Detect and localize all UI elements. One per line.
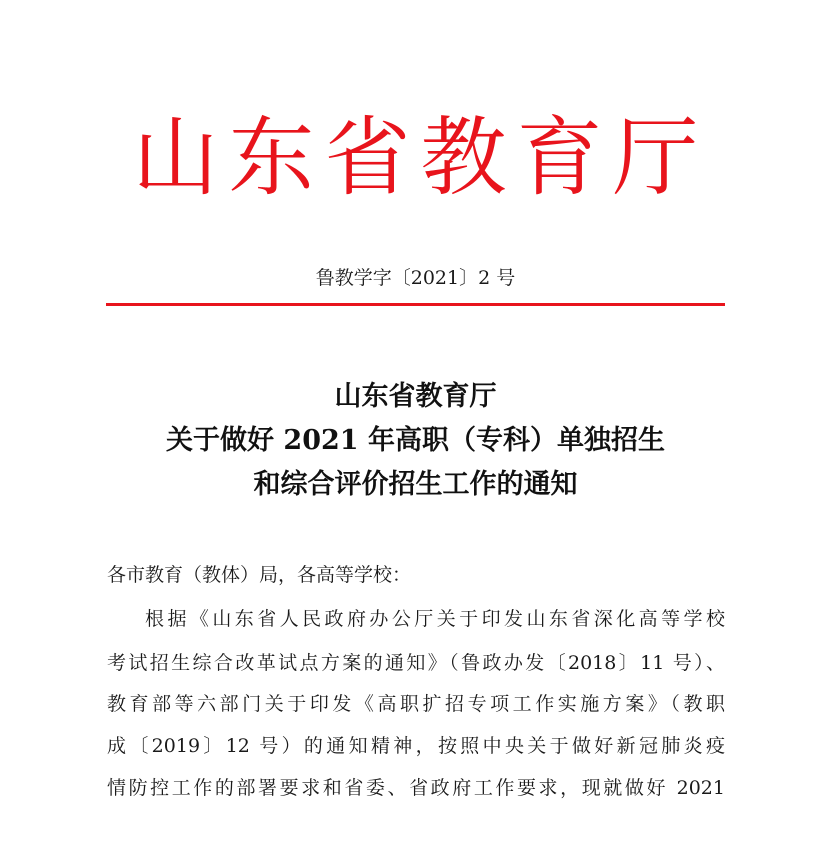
red-divider-line xyxy=(106,303,725,306)
salutation: 各市教育（教体）局，各高等学校： xyxy=(107,564,412,586)
body-line: 情防控工作的部署要求和省委、省政府工作要求，现就做好 2021 xyxy=(107,777,725,799)
body-line: 根据《山东省人民政府办公厅关于印发山东省深化高等学校 xyxy=(145,608,725,630)
title-line-3: 和综合评价招生工作的通知 xyxy=(253,469,578,500)
body-line: 成〔2019〕12 号）的通知精神，按照中央关于做好新冠肺炎疫 xyxy=(107,735,725,757)
document-number: 鲁教学字〔2021〕2 号 xyxy=(315,267,516,289)
title-line-2: 关于做好 2021 年高职（专科）单独招生 xyxy=(166,425,665,456)
document-title xyxy=(0,375,831,507)
issuer-masthead: 山东省教育厅 xyxy=(132,108,709,208)
title-line-1: 山东省教育厅 xyxy=(334,381,497,412)
body-line: 考试招生综合改革试点方案的通知》（鲁政办发〔2018〕11 号）、 xyxy=(107,652,725,674)
body-line: 教育部等六部门关于印发《高职扩招专项工作实施方案》（教职 xyxy=(107,693,725,715)
